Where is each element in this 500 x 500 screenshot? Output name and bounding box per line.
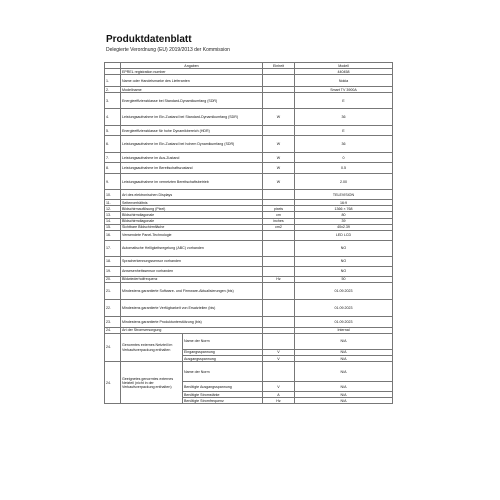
row-unit [263, 126, 295, 136]
table-row [105, 190, 393, 200]
row-label: Seitenverhältnis [121, 200, 263, 206]
product-data-table-body [105, 63, 393, 404]
row-label: Geeignetes genormtes externes Netzteil (nicht in der Verkaufsverpackung enthalten) [121, 362, 183, 404]
row-label: Energieeffizienzklasse bei Standard-Dynamikumfang (SDR) [121, 93, 263, 109]
table-row [105, 136, 393, 153]
row-unit: V [263, 382, 295, 392]
table-row [105, 109, 393, 126]
row-number: 13. [105, 212, 121, 218]
table-row [105, 266, 393, 276]
row-label: Name oder Handelsmarke des Lieferanten [121, 75, 263, 87]
subrow-label: Benötigte Ausgangsspannung [183, 382, 263, 392]
subrow-label: Ausgangsspannung [183, 356, 263, 362]
row-label: Leistungsaufnahme im Ein-Zustand bei Standard-Dynamikumfang (SDR) [121, 109, 263, 126]
row-number: 21. [105, 282, 121, 299]
header-cell: Modell [295, 63, 393, 69]
row-unit: A [263, 392, 295, 398]
row-number: 1. [105, 75, 121, 87]
row-value: 440458 [295, 69, 393, 75]
row-value: TELEVISION [295, 190, 393, 200]
row-value: NO [295, 240, 393, 256]
table-row [105, 153, 393, 163]
row-number: 10. [105, 190, 121, 200]
row-unit: inches [263, 218, 295, 224]
row-unit: W [263, 136, 295, 153]
row-unit [263, 362, 295, 382]
header-cell: Angaben [121, 63, 263, 69]
row-value: N/A [295, 362, 393, 382]
row-label: Automatische Helligkeitsregelung (ABC) vorhanden [121, 240, 263, 256]
row-unit [263, 230, 295, 240]
table-row [105, 163, 393, 174]
row-value: 0 [295, 153, 393, 163]
row-unit [263, 266, 295, 276]
row-label: Genormtes externes Netzteil im Verkaufsverpackung enthalten [121, 333, 183, 361]
row-number: 6. [105, 136, 121, 153]
table-row [105, 316, 393, 327]
row-unit [263, 93, 295, 109]
row-unit [263, 240, 295, 256]
subrow-label: Name der Norm [183, 333, 263, 349]
row-value: E [295, 93, 393, 109]
row-number: 24. [105, 333, 121, 361]
row-value: 16:9 [295, 200, 393, 206]
row-label: Leistungsaufnahme im Bereitschaftszustand [121, 163, 263, 174]
row-unit: W [263, 153, 295, 163]
row-label: Verwendete Panel-Technologie [121, 230, 263, 240]
row-label: Anwesenheitssensor vorhanden [121, 266, 263, 276]
table-row [105, 299, 393, 316]
row-number: 14. [105, 218, 121, 224]
row-number: 24. [105, 327, 121, 333]
row-label: Leistungsaufnahme im Aus-Zustand [121, 153, 263, 163]
row-label: Art des elektronischen Displays [121, 190, 263, 200]
page-title: Produktdatenblatt [106, 34, 192, 45]
row-unit [263, 316, 295, 327]
product-data-table [104, 62, 393, 404]
subrow-label: Eingangsspannung [183, 349, 263, 355]
row-label: Sichtbare Bildschirmfläche [121, 224, 263, 230]
row-value: 80 [295, 212, 393, 218]
header-cell: Einheit [263, 63, 295, 69]
row-unit [263, 256, 295, 266]
row-value: N/A [295, 392, 393, 398]
row-unit [263, 190, 295, 200]
row-number: 23. [105, 316, 121, 327]
row-value: 01.09.2023 [295, 316, 393, 327]
row-value: N/A [295, 356, 393, 362]
subrow-label: Benötigte Stromfrequenz [183, 398, 263, 404]
row-value: N/A [295, 333, 393, 349]
page-subtitle: Delegierte Verordnung (EU) 2019/2013 der Kommission [106, 47, 230, 53]
row-unit: W [263, 174, 295, 190]
row-number: 9. [105, 174, 121, 190]
row-label: Mindestens garantierte Verfügbarkeit von Ersatzteilen (bis) [121, 299, 263, 316]
row-number: 12. [105, 206, 121, 212]
row-value: 36 [295, 109, 393, 126]
row-label: Leistungsaufnahme im Ein-Zustand bei hohem Dynamikumfang (SDR) [121, 136, 263, 153]
row-number: 7. [105, 153, 121, 163]
row-label: EPREL registration number [121, 69, 263, 75]
row-label: Mindestens garantierte Produktunterstützung (bis) [121, 316, 263, 327]
table-row [105, 126, 393, 136]
row-value: NO [295, 256, 393, 266]
row-value: 0.5 [295, 163, 393, 174]
row-number: 3. [105, 93, 121, 109]
table-row [105, 230, 393, 240]
row-label: Bildschirmdiagonale [121, 218, 263, 224]
row-value: N/A [295, 382, 393, 392]
row-number: 16. [105, 230, 121, 240]
row-value: 01.09.2023 [295, 299, 393, 316]
row-unit: pixels [263, 206, 295, 212]
row-number: 18. [105, 256, 121, 266]
row-unit: Hz [263, 276, 295, 282]
row-value: Internal [295, 327, 393, 333]
row-value: Nokia [295, 75, 393, 87]
row-unit [263, 282, 295, 299]
row-unit [263, 299, 295, 316]
row-number: 15. [105, 224, 121, 230]
row-label: Leistungsaufnahme im vernetzten Bereitschaftsbetrieb [121, 174, 263, 190]
row-unit: cm [263, 212, 295, 218]
row-label: Bildwiederholfrequenz [121, 276, 263, 282]
row-value: N/A [295, 349, 393, 355]
row-value: 2.00 [295, 174, 393, 190]
row-number: 2. [105, 87, 121, 93]
row-number: 24. [105, 362, 121, 404]
row-value: 40x2.39 [295, 224, 393, 230]
row-unit: V [263, 356, 295, 362]
row-number: 20. [105, 276, 121, 282]
row-number: 4. [105, 109, 121, 126]
row-label: Art der Stromversorgung [121, 327, 263, 333]
row-value: 36 [295, 136, 393, 153]
row-label: Bildschirmdiagonale [121, 212, 263, 218]
table-row [105, 333, 393, 349]
row-unit: cm2 [263, 224, 295, 230]
table-row [105, 174, 393, 190]
row-value: 1366 × 768 [295, 206, 393, 212]
row-value: Smart TV 3900A [295, 87, 393, 93]
table-row [105, 256, 393, 266]
row-value: 50 [295, 276, 393, 282]
row-number: 17. [105, 240, 121, 256]
row-unit: W [263, 163, 295, 174]
row-label: Mindestens garantierte Software- und Firmware-Aktualisierungen (bis) [121, 282, 263, 299]
row-value: 39 [295, 218, 393, 224]
table-row [105, 75, 393, 87]
row-value: NO [295, 266, 393, 276]
row-number: 11. [105, 200, 121, 206]
row-unit [263, 75, 295, 87]
subrow-label: Benötigte Stromstärke [183, 392, 263, 398]
row-label: Bildschirmauflösung (Pixel) [121, 206, 263, 212]
subrow-label: Name der Norm [183, 362, 263, 382]
table-row [105, 240, 393, 256]
table-row [105, 93, 393, 109]
row-unit: W [263, 109, 295, 126]
row-number: 19. [105, 266, 121, 276]
row-label: Energieeffizienzklasse für hohe Dynamikbereich (HDR) [121, 126, 263, 136]
row-number: 5. [105, 126, 121, 136]
table-row [105, 362, 393, 382]
row-value: N/A [295, 398, 393, 404]
row-label: Modellname [121, 87, 263, 93]
row-number: 8. [105, 163, 121, 174]
row-number: 22. [105, 299, 121, 316]
row-unit: Hz [263, 398, 295, 404]
row-value: LED LCD [295, 230, 393, 240]
row-value: 01.09.2023 [295, 282, 393, 299]
table-row [105, 282, 393, 299]
row-unit [263, 333, 295, 349]
row-value: E [295, 126, 393, 136]
row-label: Spracherkennungssensor vorhanden [121, 256, 263, 266]
row-unit: V [263, 349, 295, 355]
